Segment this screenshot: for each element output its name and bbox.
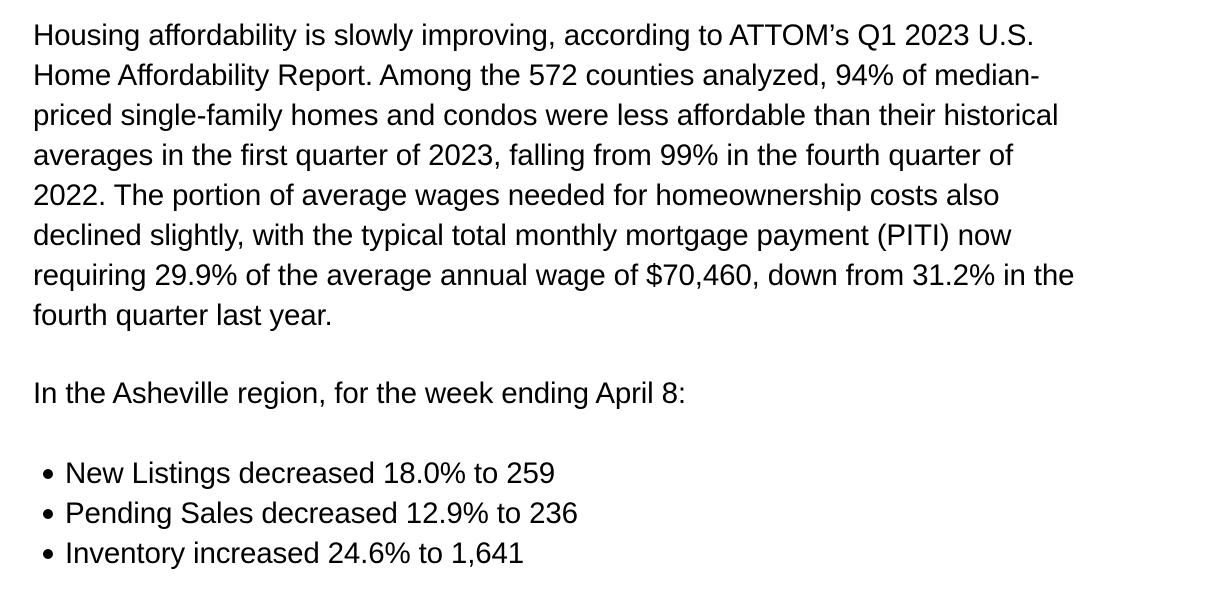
bullet-icon <box>43 549 53 559</box>
stat-inventory: Inventory increased 24.6% to 1,641 <box>65 537 525 570</box>
document-body <box>33 16 1193 574</box>
affordability-paragraph <box>33 16 1193 336</box>
paragraph-line: declined slightly, with the typical total monthly mortgage payment (PITI) now <box>33 219 1012 252</box>
bullet-icon <box>43 469 53 479</box>
list-item <box>33 534 1193 574</box>
stat-pending-sales: Pending Sales decreased 12.9% to 236 <box>65 497 578 530</box>
stat-new-listings: New Listings decreased 18.0% to 259 <box>65 457 555 490</box>
list-item <box>33 454 1193 494</box>
bullet-icon <box>43 509 53 519</box>
paragraph-line: priced single-family homes and condos were less affordable than their historical <box>33 99 1059 132</box>
paragraph-line: requiring 29.9% of the average annual wage of $70,460, down from 31.2% in the <box>33 259 1075 292</box>
paragraph-line: Housing affordability is slowly improving, according to ATTOM’s Q1 2023 U.S. <box>33 19 1035 52</box>
paragraph-line: 2022. The portion of average wages needed for homeownership costs also <box>33 179 1000 212</box>
market-stats-list <box>33 454 1193 574</box>
paragraph-line: fourth quarter last year. <box>33 299 333 332</box>
list-item <box>33 494 1193 534</box>
paragraph-line: averages in the first quarter of 2023, falling from 99% in the fourth quarter of <box>33 139 1014 172</box>
region-intro: In the Asheville region, for the week ending April 8: <box>33 377 686 410</box>
paragraph-line: Home Affordability Report. Among the 572 counties analyzed, 94% of median- <box>33 59 1040 92</box>
